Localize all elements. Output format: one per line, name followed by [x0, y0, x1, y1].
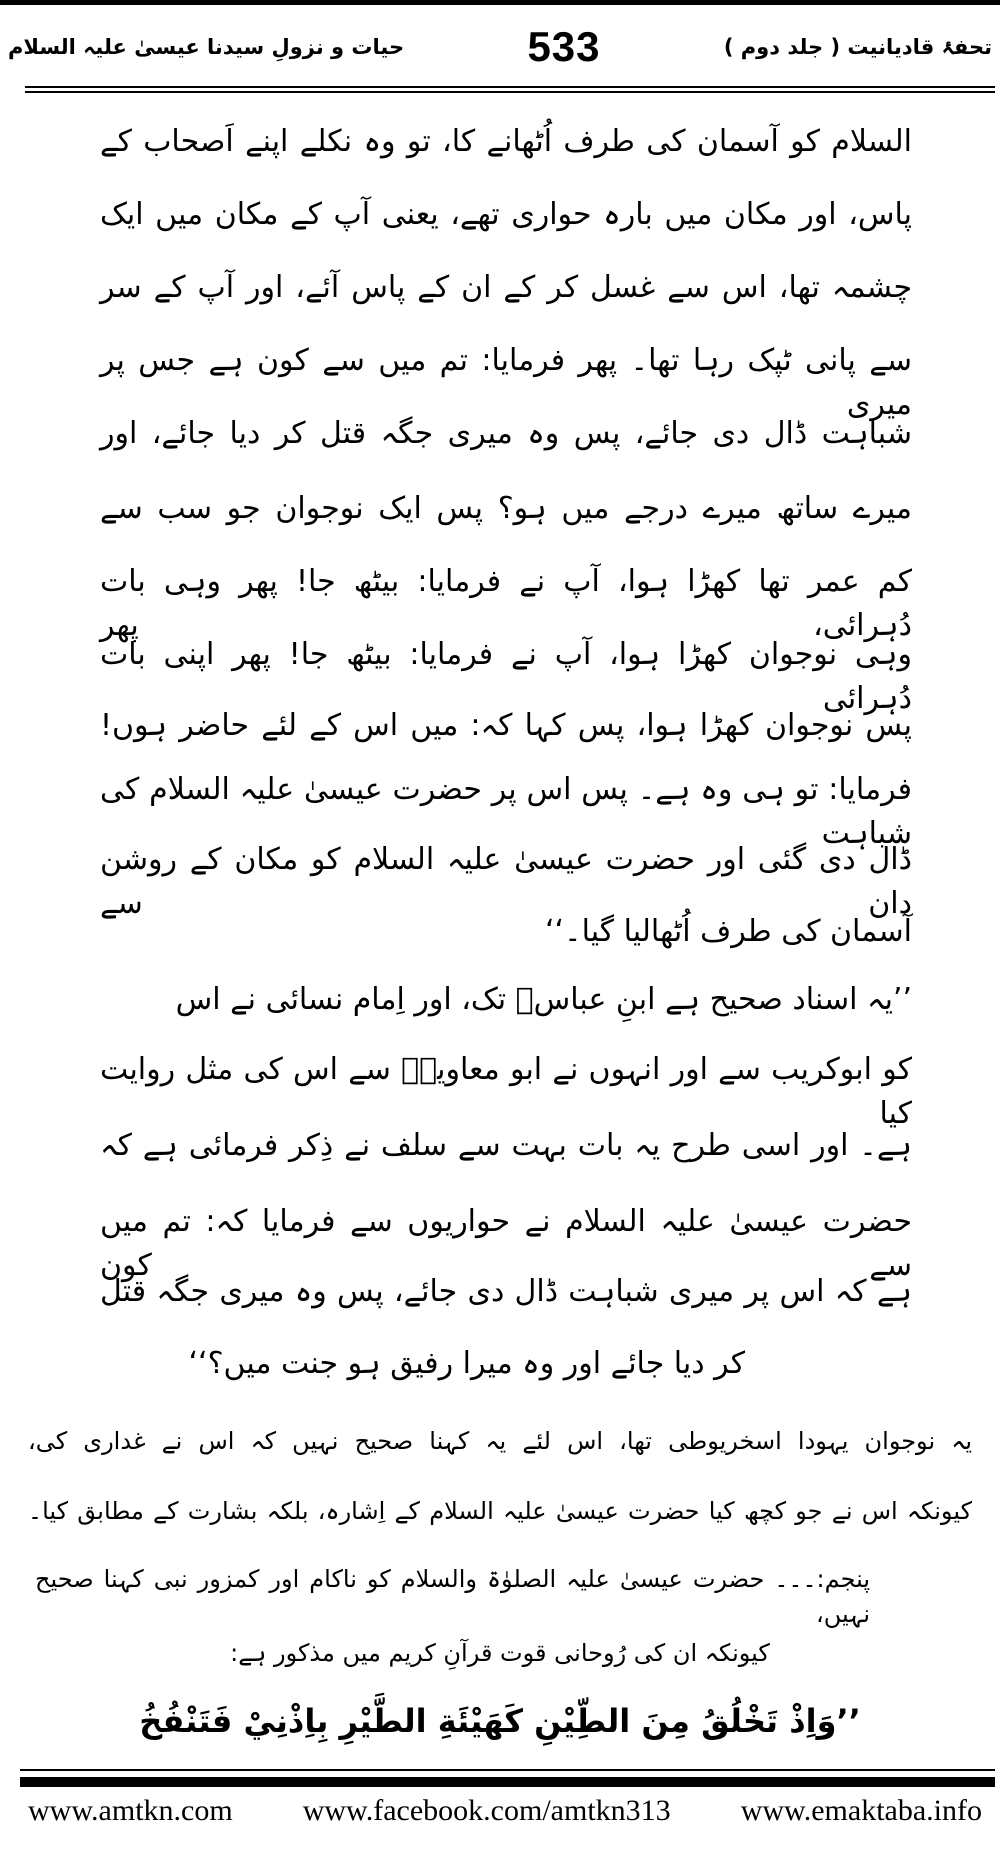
text-line-quote-start: ’’یہ اسناد صحیح ہے ابنِ عباسؓ تک، اور اِمام نسائی نے اس: [175, 982, 912, 1017]
text-line: کم عمر تھا کھڑا ہوا، آپ نے فرمایا: بیٹھ جا! پھر وہی بات دُہرائی، پھر: [100, 564, 912, 643]
header-double-rule: [25, 86, 995, 93]
text-line: چشمہ تھا، اس سے غسل کر کے ان کے پاس آئے، اور آپ کے سر: [100, 270, 912, 305]
text-line: ڈال دی گئی اور حضرت عیسیٰ علیہ السلام کو مکان کے روشن دان سے: [100, 842, 912, 921]
text-line: کو ابوکریب سے اور انہوں نے ابو معاویہؓ سے اس کی مثل روایت کیا: [100, 1052, 912, 1131]
text-line: کیونکہ اس نے جو کچھ کیا حضرت عیسیٰ علیہ السلام کے اِشارہ، بلکہ بشارت کے مطابق کیا۔: [28, 1497, 972, 1525]
header-title-left: حیات و نزولِ سیدنا عیسیٰ علیہ السلام: [8, 35, 405, 59]
quran-verse-line: ’’وَاِذْ تَخْلُقُ مِنَ الطِّيْنِ كَهَيْئَةِ الطَّيْرِ بِاِذْنِيْ فَتَنْفُخُ: [139, 1702, 861, 1740]
text-line: ہے کہ اس پر میری شباہت ڈال دی جائے، پس وہ میری جگہ قتل: [100, 1274, 912, 1309]
text-line: ہے۔ اور اسی طرح یہ بات بہت سے سلف نے ذِکر فرمائی ہے کہ: [100, 1128, 912, 1163]
footer-url-emaktaba: www.emaktaba.info: [740, 1794, 982, 1827]
text-line: حضرت عیسیٰ علیہ السلام نے حواریوں سے فرمایا کہ: تم میں سے کون: [100, 1204, 912, 1283]
text-line-quote-end: آسمان کی طرف اُٹھالیا گیا۔‘‘: [544, 914, 912, 949]
text-line: پنجم:۔۔۔ حضرت عیسیٰ علیہ الصلوٰۃ والسلام کو ناکام اور کمزور نبی کہنا صحیح نہیں،: [35, 1565, 870, 1628]
text-line: پاس، اور مکان میں بارہ حواری تھے، یعنی آپ کے مکان میں ایک: [100, 197, 912, 232]
header-title-right: تحفۂ قادیانیت ( جلد دوم ): [723, 35, 992, 59]
footer-url-amtkn: www.amtkn.com: [28, 1794, 233, 1827]
text-line: یہ نوجوان یہودا اسخریوطی تھا، اس لئے یہ کہنا صحیح نہیں کہ اس نے غداری کی،: [28, 1427, 972, 1455]
footer-url-facebook: www.facebook.com/amtkn313: [302, 1794, 671, 1827]
page-header: [8, 14, 992, 80]
text-line: فرمایا: تو ہی وہ ہے۔ پس اس پر حضرت عیسیٰ علیہ السلام کی شباہت: [100, 772, 912, 851]
text-line: پس نوجوان کھڑا ہوا، پس کہا کہ: میں اس کے لئے حاضر ہوں!: [100, 708, 912, 743]
text-line-quote-end: کر دیا جائے اور وہ میرا رفیق ہو جنت میں؟‘‘: [188, 1346, 745, 1381]
page-number: 533: [527, 23, 601, 70]
text-line: میرے ساتھ میرے درجے میں ہو؟ پس ایک نوجوان جو سب سے: [100, 491, 912, 526]
footer-rule-thin: [20, 1769, 995, 1771]
text-line: سے پانی ٹپک رہا تھا۔ پھر فرمایا: تم میں سے کون ہے جس پر میری: [100, 343, 912, 422]
footer-rule-thick: [20, 1777, 995, 1787]
text-line: السلام کو آسمان کی طرف اُٹھانے کا، تو وہ نکلے اپنے اَصحاب کے: [100, 124, 912, 159]
scan-top-edge-bar: [0, 0, 1000, 5]
footer-urls: [28, 1794, 982, 1828]
text-line: کیونکہ ان کی رُوحانی قوت قرآنِ کریم میں مذکور ہے:: [230, 1639, 770, 1667]
text-line: شباہت ڈال دی جائے، پس وہ میری جگہ قتل کر دیا جائے، اور: [100, 416, 912, 451]
text-line: وہی نوجوان کھڑا ہوا، آپ نے فرمایا: بیٹھ جا! پھر اپنی بات دُہرائی: [100, 637, 912, 716]
